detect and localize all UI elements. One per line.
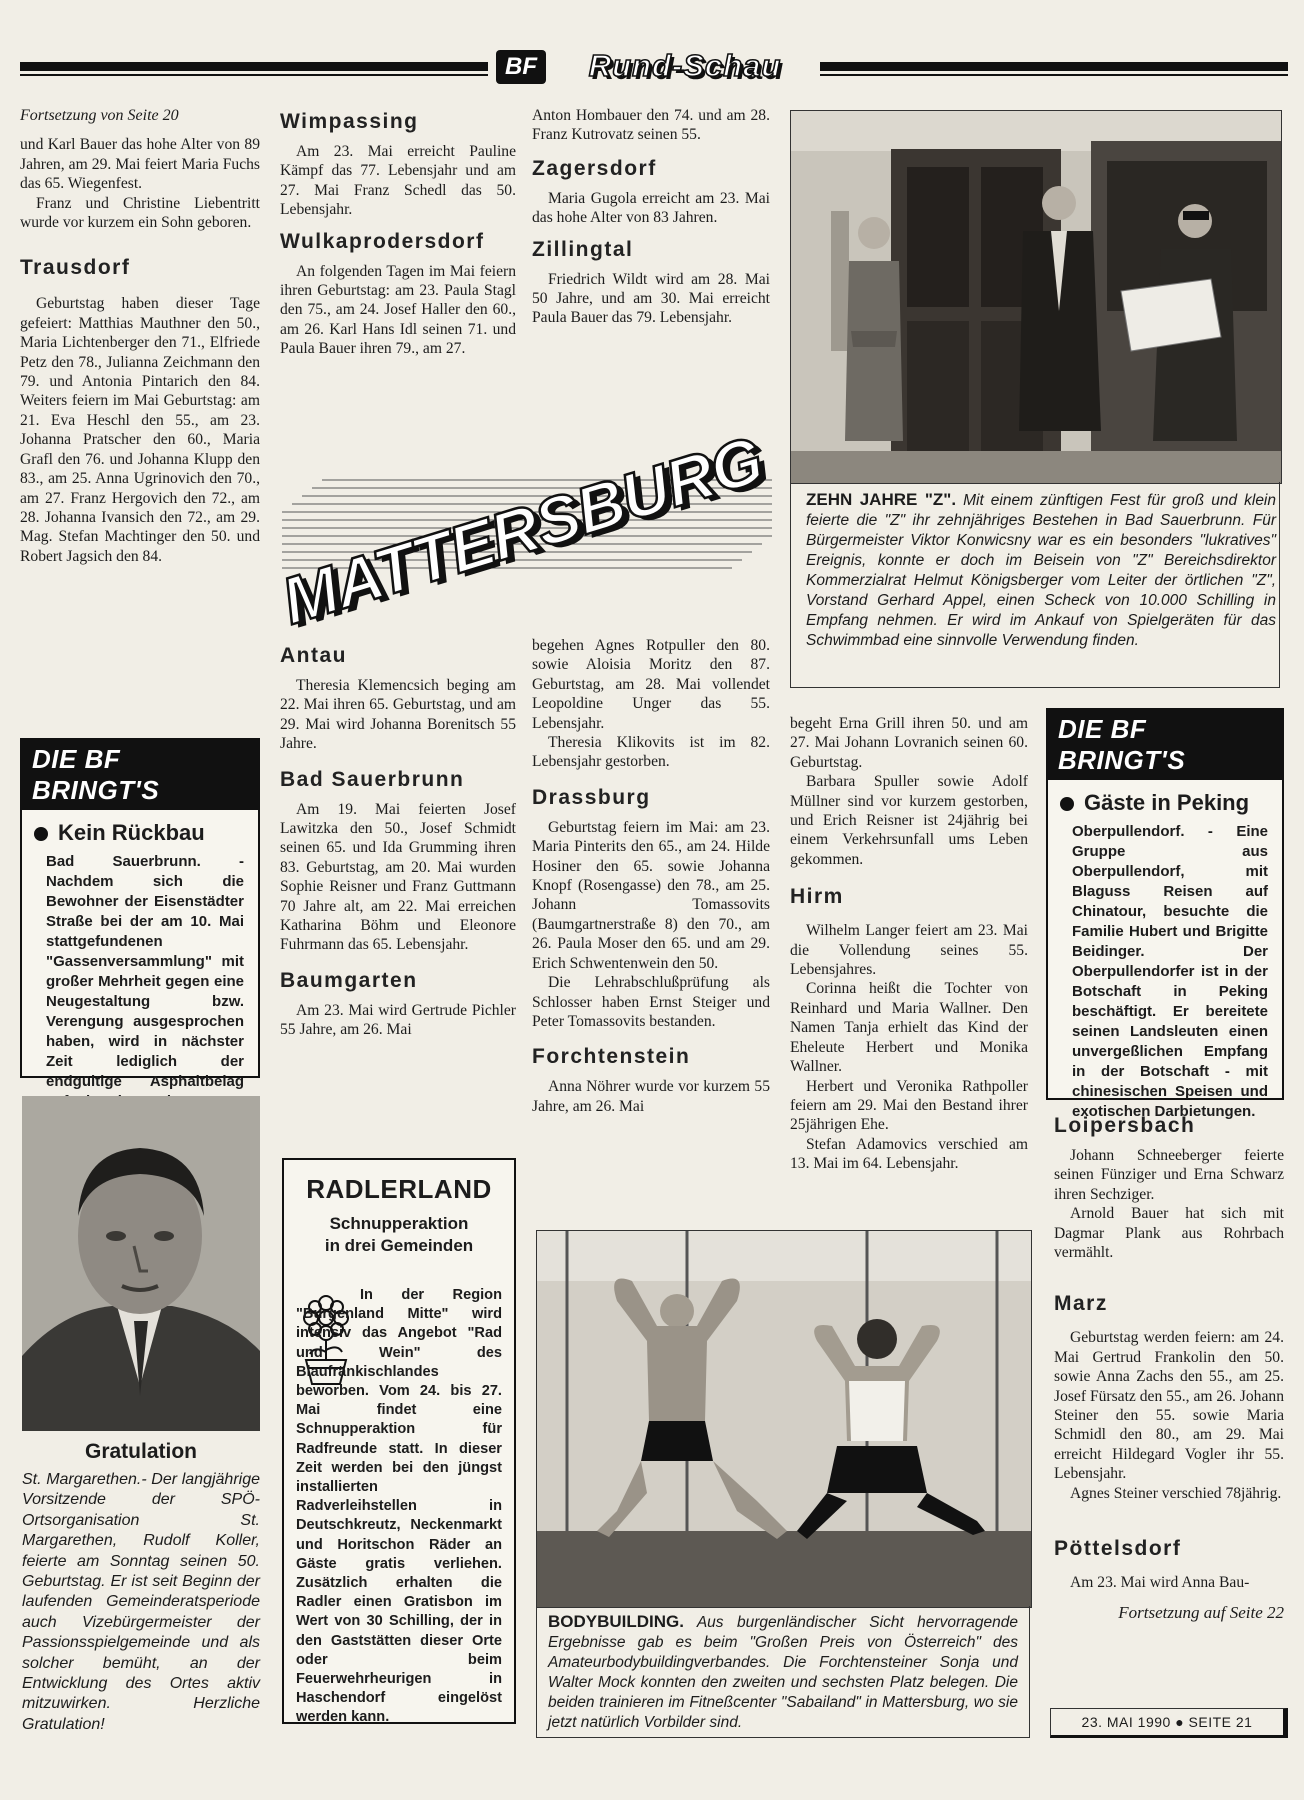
marz-p2: Agnes Steiner verschied 78jährig. bbox=[1070, 1484, 1282, 1502]
box1-title-row bbox=[34, 820, 246, 846]
pottels-text bbox=[1054, 1573, 1284, 1592]
radlerland-title: RADLERLAND bbox=[306, 1174, 492, 1204]
photo2-caption-text: Aus burgenländischer Sicht hervorragende Ergebnisse gab es beim "Großen Preis von Österreich" des Amateurbodybuildingverbandes. Die Forchtensteiner Sonja und Walter Mock konnten den zweiten und sechsten Platz belegen. Die beiden trainieren im Fitneßcenter "Sabailand" in Mattersburg, wo sie jetzt natürlich Vorbilder sind. bbox=[548, 1614, 1018, 1731]
baum-text bbox=[280, 1001, 516, 1040]
zagersdorf-text bbox=[532, 189, 770, 228]
hirm-p4: Stefan Adamovics verschied am 13. Mai im 64. Lebensjahr. bbox=[790, 1135, 1028, 1173]
zillingtal-text bbox=[532, 270, 770, 328]
heading-loipersbach: Loipersbach bbox=[1054, 1114, 1196, 1137]
loipers-p1: Johann Schneeberger feierte seinen Fünziger und Erna Schwarz ihren Sechziger. bbox=[1054, 1147, 1284, 1203]
heading-pottelsdorf: Pöttelsdorf bbox=[1054, 1537, 1182, 1561]
forch-text bbox=[532, 1077, 770, 1116]
antau-text bbox=[280, 676, 516, 754]
box2-header: DIE BF BRINGT'S bbox=[1048, 710, 1282, 780]
hirm-text bbox=[790, 921, 1028, 1173]
radlerland-box bbox=[282, 1158, 516, 1724]
trausdorf-text bbox=[20, 294, 260, 566]
photo1-caption-border bbox=[790, 482, 1280, 688]
hirm-p3: Herbert und Veronika Rathpoller feiern am 29. Mai den Bestand ihrer 25jährigen Ehe. bbox=[790, 1077, 1028, 1134]
antau-p: Theresia Klemencsich beging am 22. Mai ihren 65. Geburtstag, und am 29. Mai wird Johanna Borenitsch 55 Jahre. bbox=[280, 677, 516, 753]
drass-p1: Geburtstag feiern im Mai: am 23. Maria Pinterits den 65., am 24. Hilde Hosiner den 65. sowie Johanna Knopf (Rosengasse) den 78., am 25. Johann Tomassovits (Baumgartnerstraße 8) den 70., am 26. Paula Moser den 65. und am 29. Erich Schwentenwein den 50. bbox=[532, 818, 770, 972]
loipers-text bbox=[1054, 1146, 1284, 1262]
col3b-p2: Theresia Klikovits ist im 82. Lebensjahr gestorben. bbox=[532, 734, 770, 771]
heading-drassburg: Drassburg bbox=[532, 785, 651, 809]
masthead-rule-right bbox=[820, 62, 1288, 71]
photo1-caption-title: ZEHN JAHRE "Z". bbox=[806, 490, 957, 509]
heading-wimpassing: Wimpassing bbox=[280, 110, 419, 133]
box1-title: Kein Rückbau bbox=[58, 820, 205, 845]
gratulation bbox=[22, 1440, 260, 1735]
wimpassing-text bbox=[280, 142, 516, 220]
baum-p: Am 23. Mai wird Gertrude Pichler 55 Jahre, am 26. Mai bbox=[280, 1001, 516, 1039]
marz-text bbox=[1054, 1328, 1284, 1503]
wulka-p: An folgenden Tagen im Mai feiern ihren Geburtstag: am 23. Paula Stagl den 75., am 24. Josef Haller den 60., am 26. Karl Hans Idl seinen 71. und Paula Bauer ihren 79., am 27. bbox=[280, 262, 516, 358]
col4b-p2: Barbara Spuller sowie Adolf Müllner sind vor kurzem gestorben, und Erich Reisner ist 24jährig bei einem Verkehrsunfall ums Leben gekommen. bbox=[790, 773, 1028, 868]
column-1 bbox=[20, 106, 260, 566]
col3-top-p: Anton Hombauer den 74. und am 28. Franz Kutrovatz seinen 55. bbox=[532, 107, 770, 144]
bad-text bbox=[280, 800, 516, 955]
gratulation-text: St. Margarethen.- Der langjährige Vorsitzende der SPÖ-Ortsorganisation St. Margarethen, Rudolf Koller, feierte am Sonntag seinen 50. Geburtstag. Er ist seit Beginn der laufenden Gemeinderatsperiode auch Vizebürgermeister der Passionsspielgemeinde und als solcher bemüht, an der Entwicklung des Ortes aktiv mitzuwirken. Herzliche Gratulation! bbox=[22, 1471, 260, 1733]
photo-zehn-jahre bbox=[790, 110, 1282, 484]
continued-to: Fortsetzung auf Seite 22 bbox=[1118, 1602, 1284, 1622]
heading-forchtenstein: Forchtenstein bbox=[532, 1045, 691, 1069]
box1-header: DIE BF BRINGT'S bbox=[22, 740, 258, 810]
heading-zillingtal: Zillingtal bbox=[532, 237, 634, 261]
radlerland-sub: Schnupperaktion in drei Gemeinden bbox=[324, 1214, 474, 1255]
box2-title: Gäste in Peking bbox=[1084, 790, 1250, 815]
column-3-top bbox=[532, 106, 770, 328]
col3b-text bbox=[532, 636, 770, 772]
col3-top-text bbox=[532, 106, 770, 145]
drass-p2: Die Lehrabschlußprüfung als Schlosser haben Ernst Steiger und Peter Tomassovits bestanden. bbox=[532, 974, 770, 1030]
box1-text: Bad Sauerbrunn. - Nachdem sich die Bewohner der Eisenstädter Straße bei der am 10. Mai stattgefundenen "Gassenversammlung" mit großer Mehrheit gegen eine Neugestaltung bzw. Verengung ausgesprochen haben, wird in nächster Zeit lediglich der endgültige Asphaltbelag bbox=[46, 853, 244, 1090]
box2-title-row bbox=[1060, 790, 1270, 816]
heading-hirm: Hirm bbox=[790, 885, 844, 909]
portrait-photo bbox=[22, 1096, 260, 1431]
drass-text bbox=[532, 818, 770, 1031]
bad-p: Am 19. Mai feierten Josef Lawitzka den 50., Josef Schmidt seinen 65. und Ida Grumming ihren 83. Geburtstag, am 20. Mai wurden Sophie Reisner und Franz Guttmann 70 Jahre alt, am 22. Mai erreichen Katharina Böhm und Eleonore Fuhrmann das 65. Lebensjahr. bbox=[280, 800, 516, 954]
column-3-bottom bbox=[532, 636, 770, 1116]
column-2-bottom bbox=[280, 634, 516, 1040]
col4b-text bbox=[790, 714, 1028, 869]
wimpassing-p: Am 23. Mai erreicht Pauline Kämpf das 77. Lebensjahr und am 27. Mai Franz Schedl das 50. Lebensjahr. bbox=[280, 143, 516, 219]
col1-p2: Franz und Christine Liebentritt wurde vor kurzem ein Sohn geboren. bbox=[20, 194, 260, 232]
heading-bad-sauerbrunn-text: Bad Sauerbrunn bbox=[280, 767, 465, 791]
hirm-p2: Corinna heißt die Tochter von Reinhard und Maria Wallner. Den Namen Tanja erhielt das Kind der Eheleute Herbert und Monika Wallner. bbox=[790, 980, 1028, 1076]
hirm-p1: Wilhelm Langer feiert am 23. Mai die Vollendung seines 55. Lebensjahres. bbox=[790, 922, 1028, 979]
gratulation-title: Gratulation bbox=[84, 1440, 197, 1463]
mattersburg-banner bbox=[273, 410, 772, 639]
zagersdorf-p: Maria Gugola erreicht am 23. Mai das hohe Alter von 83 Jahren. bbox=[532, 189, 770, 227]
box2-text: Oberpullendorf. - Eine Gruppe aus Oberpullendorf, mit Blaguss Reisen auf Chinatour, besuchte die Familie Hubert und Brigitte Beidinger. Der Oberpullendorfer ist in der Botschaft in Peking beschäftigt. Er bereitete seinen Landsleuten einen unvergeßlichen Empfang in der Botschaft - mit chinesischen Speisen und exotischen Darbietungen. bbox=[1072, 823, 1268, 1120]
col1-p1: und Karl Bauer das hohe Alter von 89 Jahren, am 29. Mai feiert Maria Fuchs das 65. Wiegenfest. bbox=[20, 136, 260, 193]
photo2-caption bbox=[548, 1612, 1018, 1733]
masthead-rule-left bbox=[20, 62, 488, 71]
pottels-p: Am 23. Mai wird Anna Bau- bbox=[1070, 1574, 1250, 1592]
masthead-title: Rund-Schau bbox=[588, 48, 782, 83]
heading-marz: Marz bbox=[1054, 1292, 1108, 1316]
banner-text: MATTERSBURG bbox=[273, 421, 771, 639]
photo1-image bbox=[791, 111, 1281, 483]
forch-p: Anna Nöhrer wurde vor kurzem 55 Jahre, am 26. Mai bbox=[532, 1078, 770, 1115]
loipers-p2: Arnold Bauer hat sich mit Dagmar Plank aus Rohrbach vermählt. bbox=[1054, 1205, 1284, 1262]
zillingtal-p: Friedrich Wildt wird am 28. Mai 50 Jahre, und am 30. Mai erreicht Paula Bauer das 79. Lebensjahr. bbox=[532, 270, 770, 327]
col1-text bbox=[20, 135, 260, 232]
col3b-p1: begehen Agnes Rotpuller den 80. sowie Aloisia Moritz den 87. Geburtstag, am 28. Mai vollendet Leopoldine Unger das 55. Lebensjahr. bbox=[532, 637, 770, 732]
masthead bbox=[20, 48, 1288, 84]
portrait-image bbox=[22, 1096, 260, 1431]
column-2-top bbox=[280, 104, 516, 359]
heading-bad-sauerbrunn bbox=[280, 768, 516, 792]
bf-bringts-box-1 bbox=[20, 738, 260, 1090]
photo-bodybuilding bbox=[536, 1230, 1032, 1608]
heading-antau: Antau bbox=[280, 644, 347, 667]
heading-wulkaprodersdorf: Wulkaprodersdorf bbox=[280, 229, 485, 253]
masthead-rule-left-thin bbox=[20, 74, 488, 76]
bullet-icon bbox=[1060, 797, 1074, 811]
photo1-caption-text: Mit einem zünftigen Fest für groß und klein feierte die "Z" ihr zehnjähriges Bestehen in Bad Sauerbrunn. Für Bürgermeister Viktor Konwicsny war es ein besonders "lukratives" Ereignis, konnte er doch im Beisein von "Z" Bereichsdirektor Kommerzialrat Helmut Königsberger vom Leiter der örtlichen "Z", Vorstand Gerhard Appel, einen Scheck von 10.000 Schilling in Empfang nehmen. Er wird im Ankauf von Spielgeräten für das Schwimmbad eine sinnvolle Verwendung finden. bbox=[806, 492, 1276, 649]
photo2-image bbox=[537, 1231, 1031, 1607]
bullet-icon bbox=[34, 827, 48, 841]
radlerland-text: In der Region "Burgenland Mitte" wird intensiv das Angebot "Rad und Wein" des Blaufränkischlandes beworben. Vom 24. bis 27. Mai findet eine Schnupperaktion für Radfreunde statt. In dieser Zeit werden bei den jüngst installierten Radverleihstellen in Deutschkreutz, Neckenmarkt und Horitschon Räder an Gäste gratis verliehen. Zusätzlich erhalten die Radler einen Gratisbon im Wert von 30 Schilling, der in den Gaststätten dieser Orte oder beim Feuerwehrheurigen in Haschendorf eingelöst werden kann. bbox=[296, 1287, 502, 1726]
trausdorf-p: Geburtstag haben dieser Tage gefeiert: Matthias Mauthner den 50., Maria Lichtenberger den 71., Elfriede Petz den 78., Julianna Zeichmann den 79. und Antonia Pintarich den 84. Weiters feiern im Mai Geburtstag: am 21. Eva Heschl den 55., am 23. Johanna Pratscher den 60., Maria Grafl den 76. und Johanna Klupp den 83., am 25. Anna Ugrinovich den 70., am 27. Franz Hergovich den 72., am 28. Johanna Ivansich den 72., am 29. Mag. Stefan Machtinger den 50. und Robert Jagsich den 84. bbox=[20, 295, 260, 565]
masthead-rule-right-thin bbox=[820, 74, 1288, 76]
continued-from: Fortsetzung von Seite 20 bbox=[20, 107, 179, 124]
page-footer: 23. MAI 1990 ● SEITE 21 bbox=[1050, 1708, 1288, 1738]
column-4-bottom bbox=[790, 714, 1028, 1174]
photo2-caption-title: BODYBUILDING. bbox=[548, 1612, 684, 1631]
marz-p1: Geburtstag werden feiern: am 24. Mai Gertrud Frankolin den 50. sowie Anna Zachs den 55., am 25. Josef Fürsatz den 55., am 26. Johann Steiner den 55. sowie Maria Schmidl den 80., am 29. Mai erreicht Hildegard Vogler ihr 55. Lebensjahr. bbox=[1054, 1329, 1284, 1483]
heading-zagersdorf: Zagersdorf bbox=[532, 156, 657, 180]
column-5 bbox=[1054, 1114, 1284, 1622]
heading-baumgarten: Baumgarten bbox=[280, 968, 418, 992]
wulka-text bbox=[280, 262, 516, 359]
masthead-logo: BF bbox=[496, 50, 546, 84]
col4b-p1: begeht Erna Grill ihren 50. und am 27. Mai Johann Lovranich seinen 60. Geburtstag. bbox=[790, 715, 1028, 771]
heading-trausdorf: Trausdorf bbox=[20, 256, 131, 280]
bf-bringts-box-2 bbox=[1046, 708, 1284, 1120]
